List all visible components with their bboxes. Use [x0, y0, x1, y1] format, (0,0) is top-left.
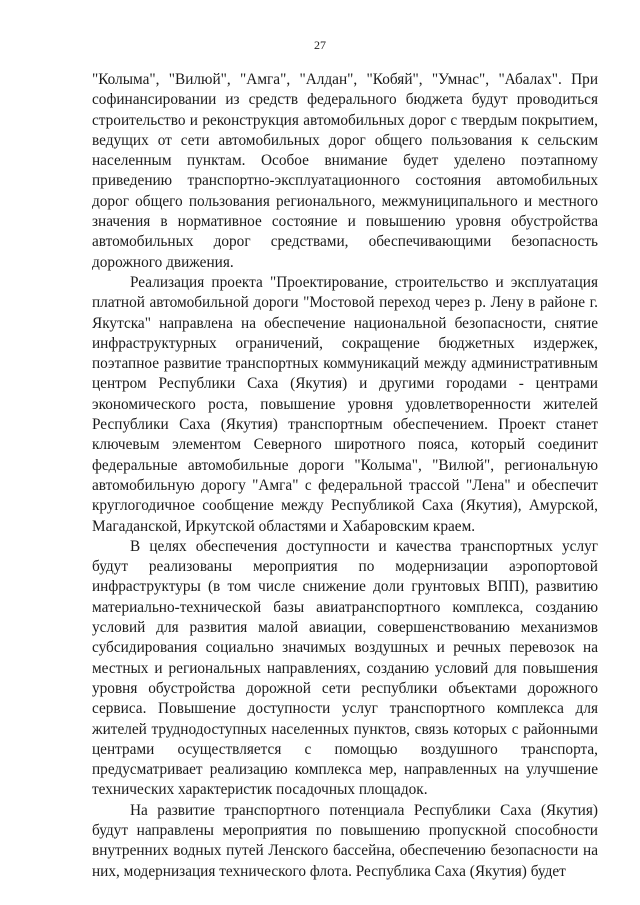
page-number: 27 [314, 38, 326, 52]
paragraph-2: Реализация проекта "Проектирование, строительство и эксплуатация платной автомобильной дороги "Мостовой переход через р. Лену в районе г. Якутска" направлена на обеспечение национальной безопасности, снятие инфраструктурных ограничений, сокращение бюджетных издержек, поэтапное развитие транспортных коммуникаций между административным центром Республики Саха (Якутия) и другими городами - центрами экономического роста, повышение уровня удовлетворенности жителей Республики Саха (Якутия) транспортным обеспечением. Проект станет ключевым элементом Северного широтного пояса, который соединит федеральные автомобильные дороги "Колыма", "Вилюй", региональную автомобильную дорогу "Амга" с федеральной трассой "Лена" и обеспечит круглогодичное сообщение между Республикой Саха (Якутия), Амурской, Магаданской, Иркутской областями и Хабаровским краем. [92, 273, 598, 535]
document-body [92, 70, 598, 882]
paragraph-4: На развитие транспортного потенциала Республики Саха (Якутия) будут направлены мероприятия по повышению пропускной способности внутренних водных путей Ленского бассейна, обеспечению безопасности на них, модернизация технического флота. Республика Саха (Якутия) будет [92, 801, 598, 880]
paragraph-1: "Колыма", "Вилюй", "Амга", "Алдан", "Кобяй", "Умнас", "Абалах". При софинансировании из средств федерального бюджета будут проводиться строительство и реконструкция автомобильных дорог с твердым покрытием, ведущих от сети автомобильных дорог общего пользования к сельским населенным пунктам. Особое внимание будет уделено поэтапному приведению транспортно-эксплуатационного состояния автомобильных дорог общего пользования регионального, межмуниципального и местного значения в нормативное состояние и повышению уровня обустройства автомобильных дорог средствами, обеспечивающими безопасность дорожного движения. [92, 71, 598, 271]
paragraph-3: В целях обеспечения доступности и качества транспортных услуг будут реализованы мероприятия по модернизации аэропортовой инфраструктуры (в том числе снижение доли грунтовых ВПП), развитию материально-технической базы авиатранспортного комплекса, созданию условий для развития малой авиации, совершенствованию механизмов субсидирования социально значимых воздушных и речных перевозок на местных и региональных направлениях, созданию условий для повышения уровня обустройства дорожной сети республики объектами дорожного сервиса. Повышение доступности услуг транспортного комплекса для жителей труднодоступных населенных пунктов, связь которых с районными центрами осуществляется с помощью воздушного транспорта, предусматривает реализацию комплекса мер, направленных на улучшение технических характеристик посадочных площадок. [92, 537, 598, 799]
